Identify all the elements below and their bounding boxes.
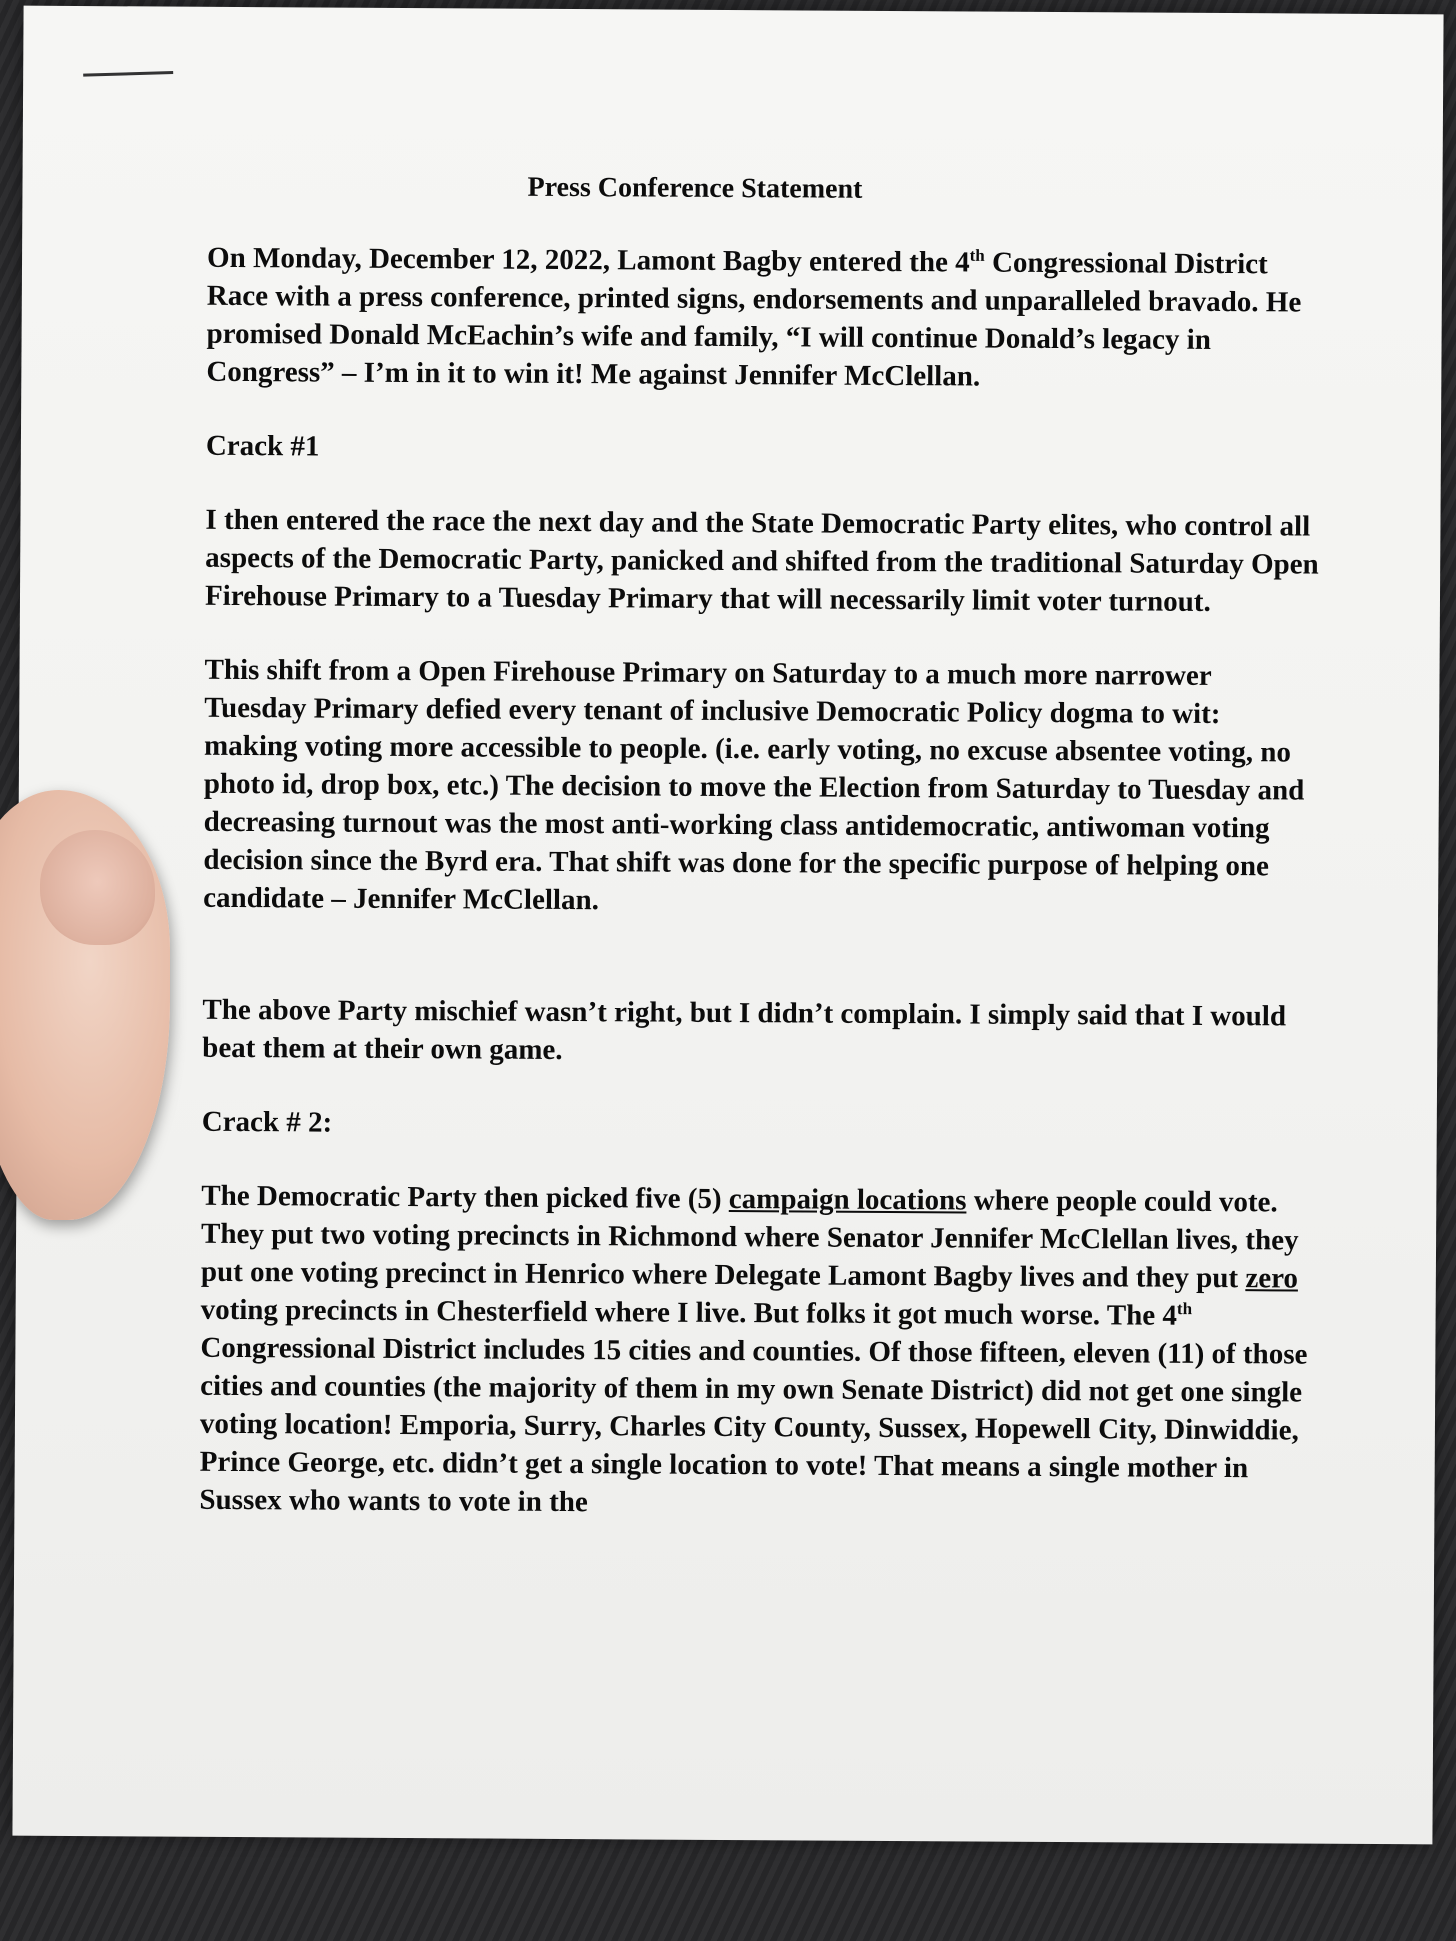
crack-2-ordinal-suffix: th (1176, 1299, 1193, 1319)
zero-underlined: zero (1245, 1262, 1299, 1295)
thumbnail-nail (40, 830, 155, 945)
intro-text-end: Congressional District Race with a press conference, printed signs, endorsements and unparalleled bravado. He promised Donald McEachin’s wife and family, “I will continue Donald’s legacy in Congress” – I’m in it to win it! Me against Jennifer McClellan. (206, 246, 1302, 393)
crack-2-text-3: voting precincts in Chesterfield where I live. But folks it got much worse. The 4 (200, 1293, 1178, 1332)
intro-text-start: On Monday, December 12, 2022, Lamont Bagby entered the 4 (206, 241, 970, 279)
crack-2-text-4: Congressional District includes 15 cities and counties. Of those fifteen, eleven (11) of those cities and counties (the majority of them in my own Senate District) did not get one single voting location! Emporia, Surry, Charles City County, Sussex, Hopewell City, Dinwiddie, Prince George, etc. didn’t get a single location to vote! That means a single mother in Sussex who wants to vote in the (199, 1331, 1308, 1519)
intro-ordinal-suffix: th (969, 245, 985, 265)
campaign-locations-underlined: campaign locations (728, 1183, 967, 1217)
crack-1-paragraph-1: I then entered the race the next day and the State Democratic Party elites, who control all aspects of the Democratic Party, panicked and shifted from the traditional Saturday Open Firehouse Primary to a Tuesday Primary that will necessarily limit voter turnout. (204, 503, 1319, 618)
crack-1-paragraph-2: This shift from a Open Firehouse Primary on Saturday to a much more narrower Tuesday Primary defied every tenant of inclusive Democratic Policy dogma to wit: making voting more accessible to people. (i.e. early voting, no excuse absentee voting, no photo id, drop box, etc.) The decision to move the Election from Saturday to Tuesday and decreasing turnout was the most anti-working class antidemocratic, antiwoman voting decision since the Byrd era. That shift was done for the specific purpose of helping one candidate – Jennifer McClellan. (203, 653, 1305, 917)
statement-body (199, 167, 1322, 1562)
document-title: Press Conference Statement (527, 171, 863, 205)
paper-sheet (12, 6, 1443, 1845)
crack-1-heading: Crack #1 (205, 429, 320, 463)
pen-mark (83, 71, 173, 77)
intro-paragraph (206, 239, 1322, 398)
crack-2-paragraph (199, 1177, 1316, 1526)
crack-2-heading: Crack # 2: (201, 1105, 333, 1139)
crack-1-paragraph-3: The above Party mischief wasn’t right, but I didn’t complain. I simply said that I would beat them at their own game. (202, 993, 1287, 1066)
crack-2-text-2: where people could vote. They put two voting precincts in Richmond where Senator Jennifer McClellan lives, they put one voting precinct in Henrico where Delegate Lamont Bagby lives and they put (200, 1184, 1299, 1295)
crack-2-text-1: The Democratic Party then picked five (5) (201, 1179, 729, 1216)
